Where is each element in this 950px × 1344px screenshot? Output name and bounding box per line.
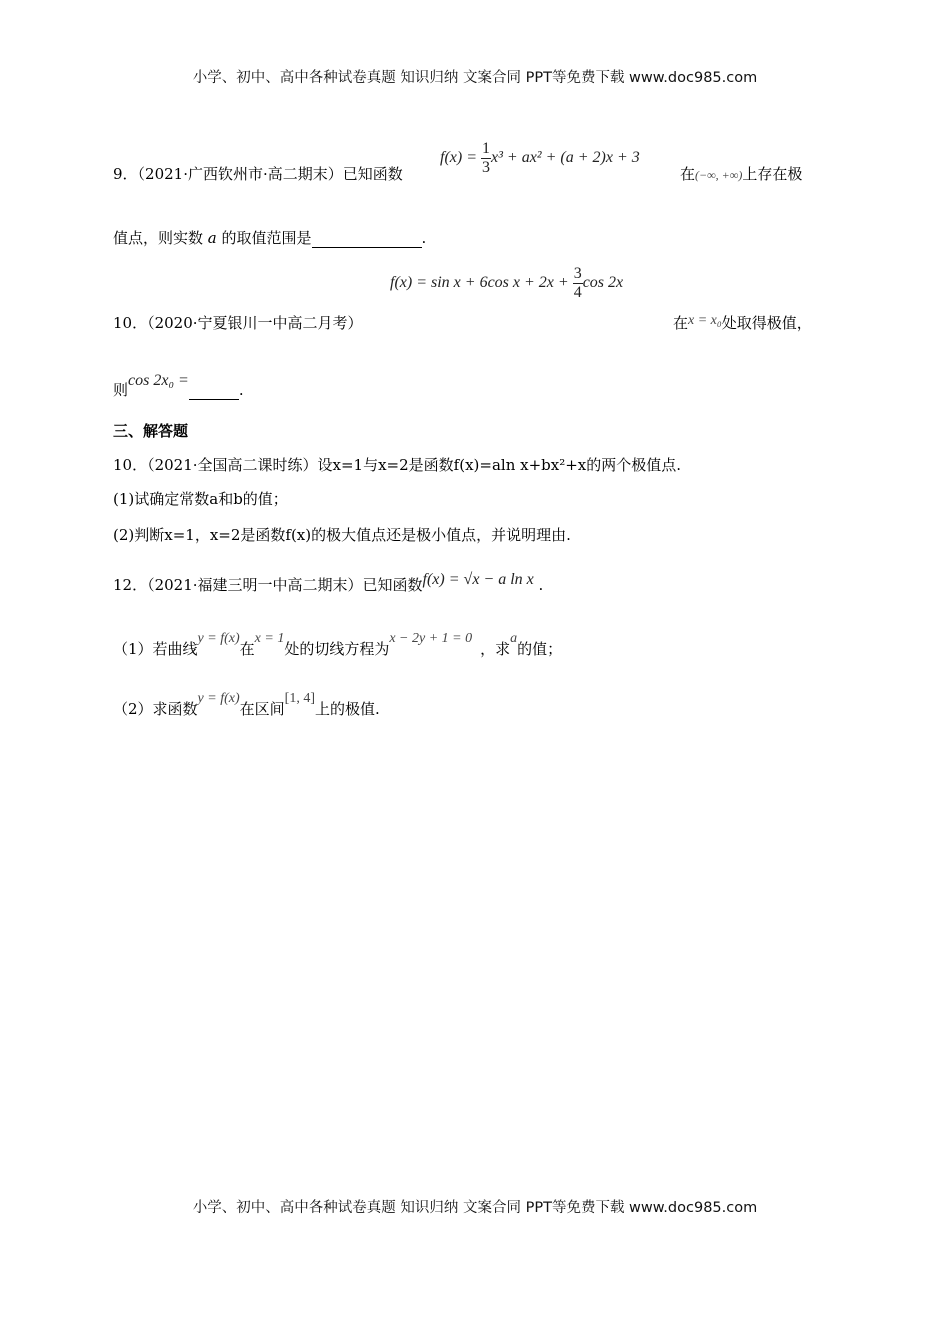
q12-formula: f(x) = √x − a ln x: [422, 571, 534, 588]
q10-formula: [390, 265, 623, 301]
q10-frac-num: 3: [573, 265, 582, 282]
q10-mid-text: 在: [673, 314, 689, 332]
q9-mid: [680, 163, 802, 184]
q9-frac-num: 1: [482, 140, 490, 157]
q9-frac-den: 3: [482, 158, 490, 176]
q10-line2-a: 则: [113, 381, 129, 399]
q9-line2: [113, 227, 426, 248]
q9-formula-rhs: x³ + ax² + (a + 2)x + 3: [491, 148, 640, 166]
q9-fraction: [481, 140, 491, 176]
q9-line2-b: 的取值范围是: [221, 229, 312, 247]
section-heading: 三、解答题: [113, 422, 189, 440]
q12-stem: [113, 571, 543, 595]
q10-fraction: [573, 265, 583, 301]
q12-p2-a: （2）求函数: [113, 700, 198, 718]
q9-formula: [440, 140, 640, 176]
q12-p2-func: y = f(x): [197, 691, 240, 706]
q12-p2-d: 上的极值.: [314, 700, 380, 718]
q10-answer-blank[interactable]: [189, 381, 239, 400]
q9-end: .: [421, 229, 427, 247]
q10-suffix: 处取得极值，: [721, 314, 812, 332]
q12-prefix: 12．（2021·福建三明一中高二期末）已知函数: [113, 576, 423, 594]
q12-p1-d: 处的切线方程为: [284, 640, 390, 658]
q12-p1-point: x = 1: [254, 631, 285, 646]
q12-p1-curve: y = f(x): [197, 631, 240, 646]
q10b-part1: (1)试确定常数a和b的值；: [113, 490, 288, 508]
q12-p2-b: 在区间: [239, 700, 285, 718]
q12-p1-tangent: x − 2y + 1 = 0: [389, 631, 473, 646]
q12-end: .: [538, 576, 544, 594]
q10-expr: cos 2x₀ =: [128, 372, 189, 389]
q9-answer-blank[interactable]: [312, 229, 422, 248]
q10-line2: [113, 372, 244, 400]
q9-interval: (−∞, +∞): [695, 168, 743, 182]
q12-p1-g: ，求: [480, 640, 511, 658]
q12-p1-a: （1）若曲线: [113, 640, 198, 658]
q10-prefix: 10．（2020·宁夏银川一中高二月考）: [113, 314, 363, 332]
q12-p2-interval: [1, 4]: [284, 691, 315, 706]
q9-suffix: 上存在极: [742, 165, 803, 183]
q12-p1-var: a: [510, 631, 518, 646]
q9-mid-text: 在: [680, 165, 696, 183]
q10-cond: x = x₀: [688, 313, 722, 328]
q10-end: .: [238, 381, 244, 399]
q12-p1-b: 在: [239, 640, 255, 658]
q9-var: a: [207, 229, 217, 247]
q10-formula-rhs: cos 2x: [582, 273, 624, 291]
page-footer: 小学、初中、高中各种试卷真题 知识归纳 文案合同 PPT等免费下载 www.doc985.com: [192, 1200, 758, 1216]
q10-formula-lhs: f(x) = sin x + 6cos x + 2x +: [390, 273, 573, 291]
q9-formula-lhs: f(x) =: [440, 148, 481, 166]
q10-frac-den: 4: [573, 283, 582, 301]
q12-p1-i: 的值；: [517, 640, 563, 658]
q9-prefix: 9．（2021·广西钦州市·高二期末）已知函数: [113, 165, 403, 183]
q10b-stem: 10．（2021·全国高二课时练）设x=1与x=2是函数f(x)=aln x+bx²+x的两个极值点.: [113, 456, 682, 474]
q9-line2-a: 值点，则实数: [113, 229, 204, 247]
q12-part1: [113, 631, 562, 659]
q10b-part2: (2)判断x=1，x=2是函数f(x)的极大值点还是极小值点，并说明理由.: [113, 526, 571, 544]
q10-mid: [673, 312, 812, 333]
q12-part2: [113, 691, 380, 719]
page-header: 小学、初中、高中各种试卷真题 知识归纳 文案合同 PPT等免费下载 www.doc985.com: [192, 70, 758, 86]
